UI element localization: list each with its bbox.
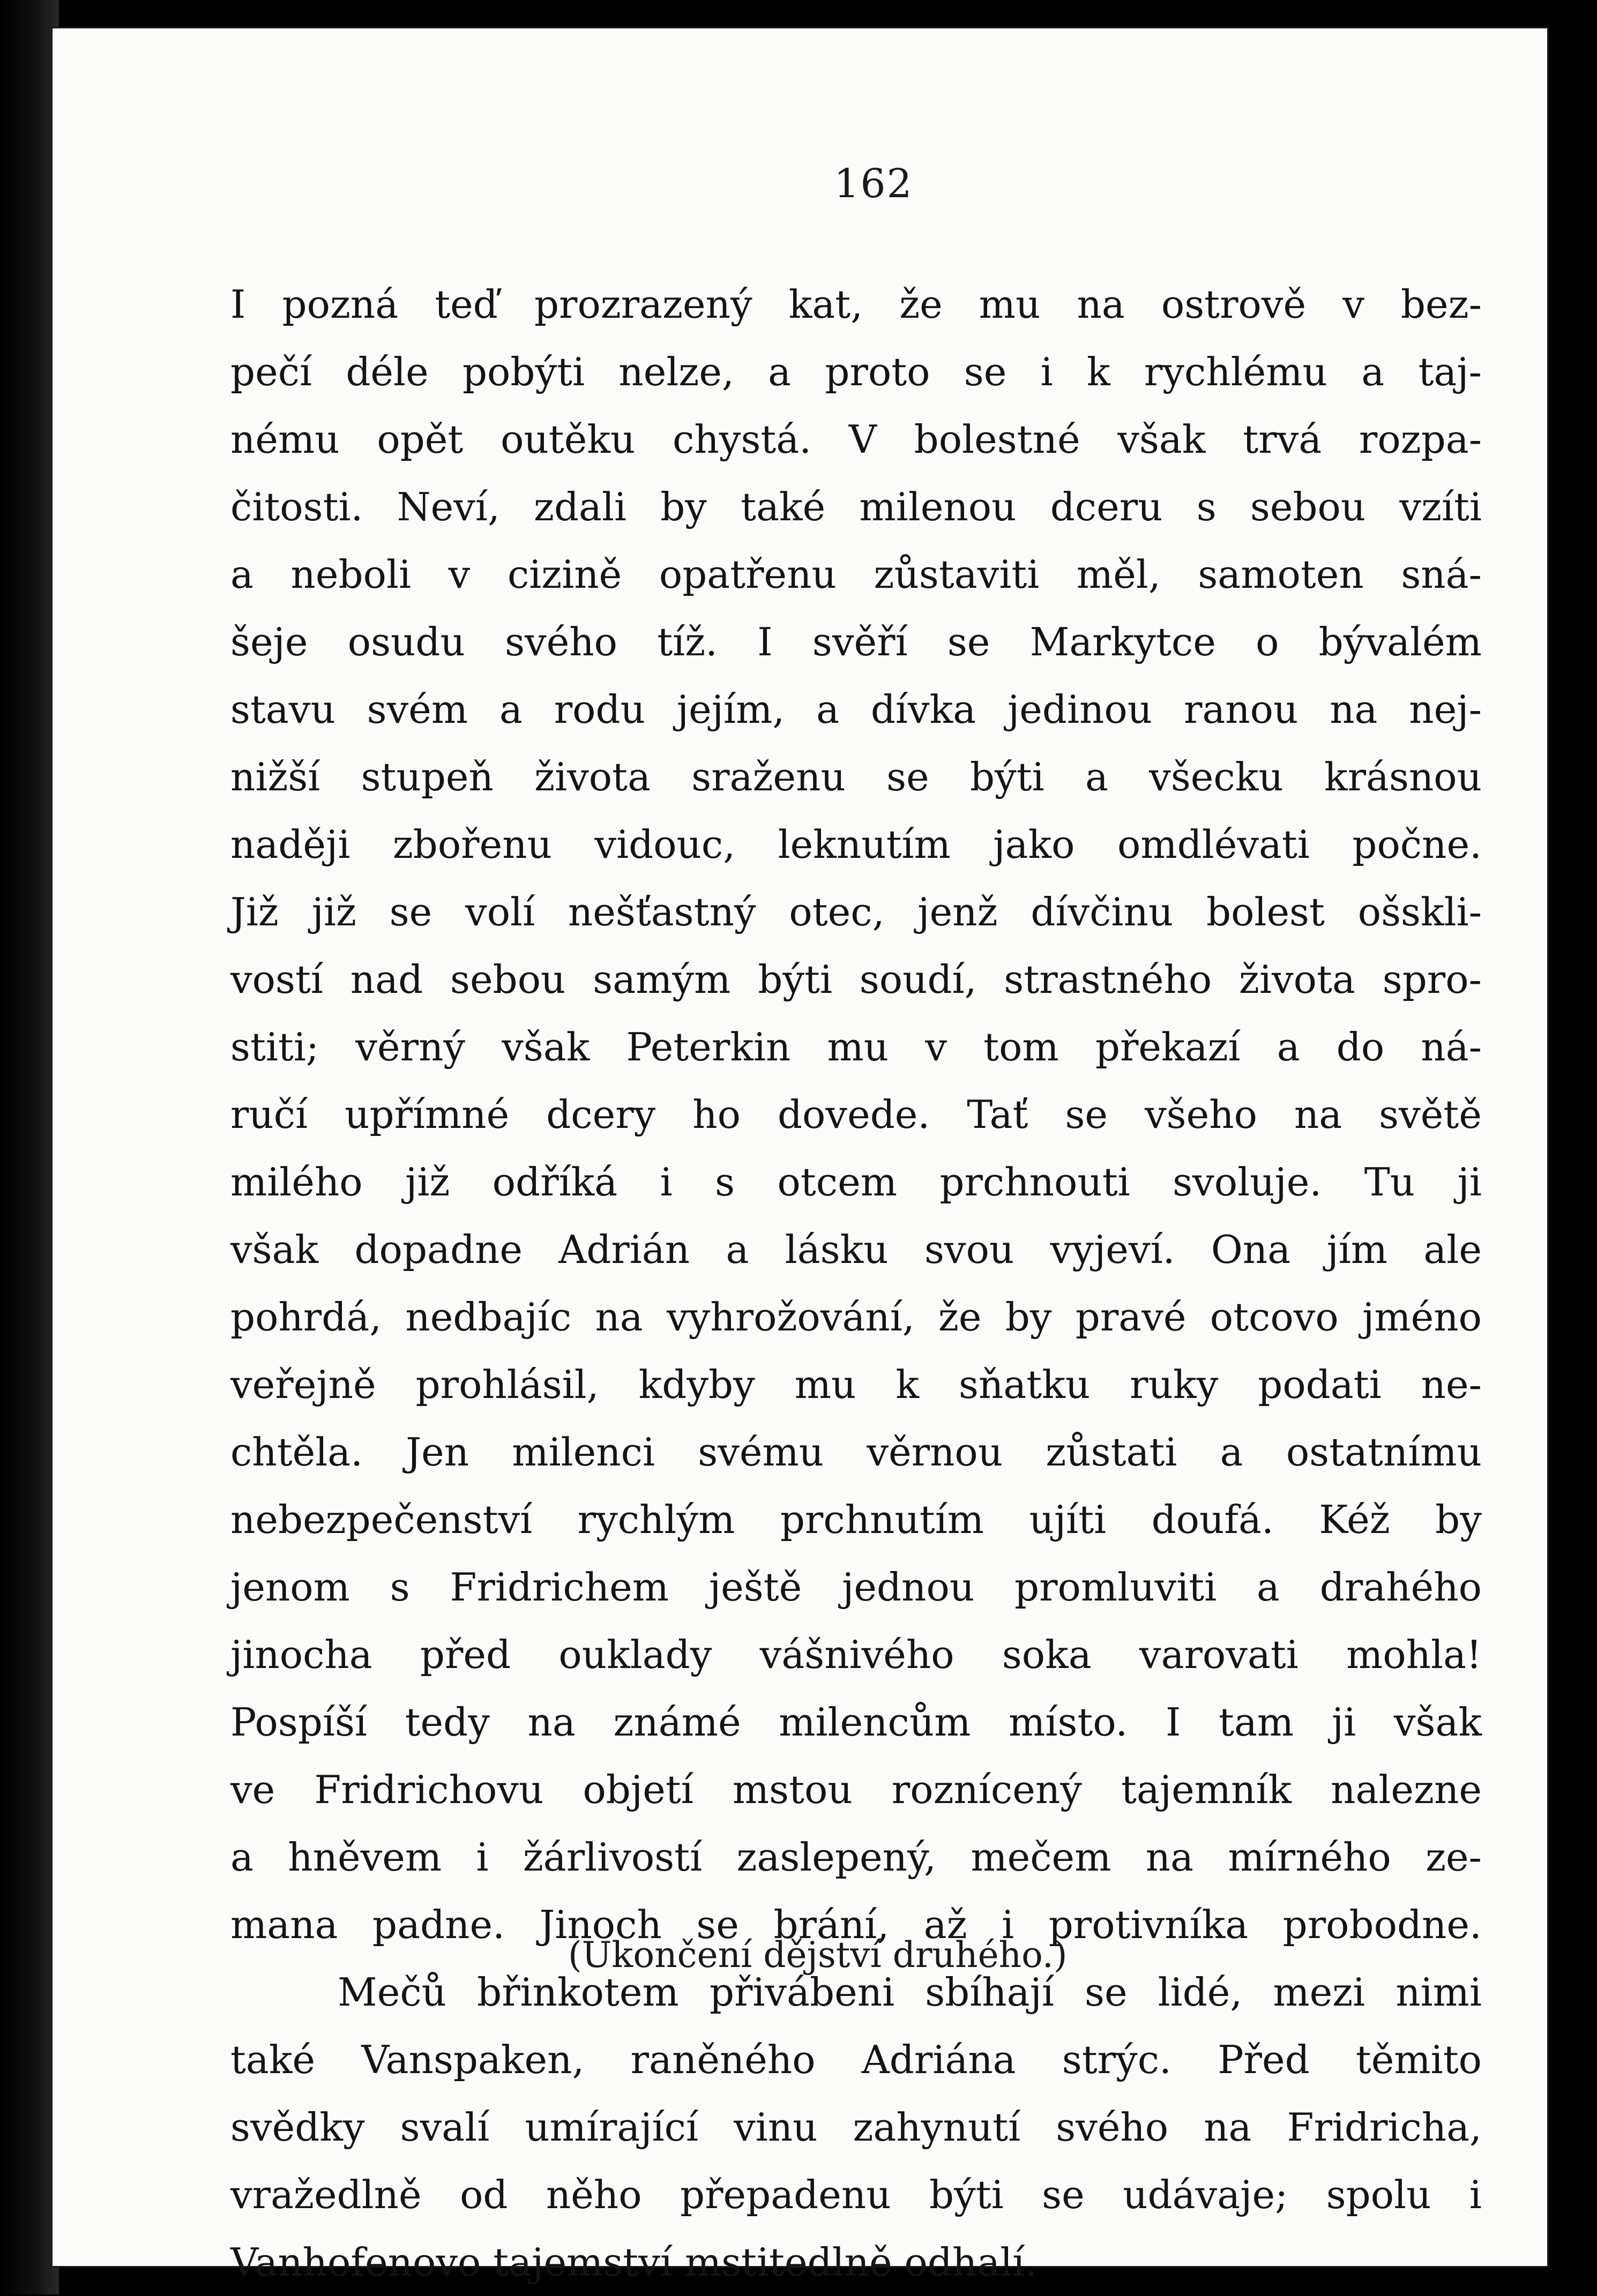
- word: ručí: [230, 1092, 308, 1137]
- word: lásku: [785, 1227, 889, 1272]
- word: bývalém: [1318, 619, 1482, 664]
- word: ranou: [1183, 687, 1299, 732]
- word: již: [311, 889, 356, 934]
- word: tíž.: [657, 619, 718, 664]
- word: Kéž: [1319, 1497, 1390, 1542]
- word: sebou: [450, 957, 566, 1002]
- word: opět: [377, 417, 464, 462]
- word: a: [1085, 754, 1108, 799]
- word: vyjeví.: [1050, 1227, 1175, 1272]
- word: tom: [983, 1024, 1059, 1070]
- word: soudí,: [859, 957, 977, 1002]
- word: svoluje.: [1173, 1160, 1322, 1205]
- word: spolu: [1326, 2172, 1431, 2217]
- word: ruky: [1130, 1362, 1219, 1407]
- word: roznícený: [891, 1767, 1082, 1812]
- word: Neví,: [397, 484, 500, 529]
- word: volí: [465, 889, 535, 934]
- word: života: [534, 754, 651, 799]
- text-line: [230, 1756, 1482, 1823]
- text-line: [230, 1216, 1482, 1283]
- word: ostatnímu: [1286, 1430, 1482, 1475]
- word: brání,: [773, 1902, 890, 1947]
- word: počne.: [1352, 822, 1482, 867]
- word: drahého: [1319, 1565, 1482, 1610]
- word: dceru: [1050, 484, 1163, 529]
- word: zahynutí: [853, 2105, 1021, 2150]
- word: v: [925, 1024, 947, 1070]
- word: Markytce: [1029, 619, 1216, 664]
- word: ná-: [1421, 1024, 1482, 1070]
- text-line: [230, 946, 1482, 1013]
- word: pobýti: [462, 349, 585, 394]
- word: jako: [993, 822, 1075, 867]
- word: dcery: [546, 1092, 656, 1137]
- word: ošskli-: [1357, 889, 1482, 934]
- word: omdlévati: [1117, 822, 1310, 867]
- word: svého: [1056, 2105, 1169, 2150]
- word: by: [660, 484, 707, 529]
- word: rodu: [554, 687, 645, 732]
- word: šeje: [230, 619, 308, 664]
- word: zbořenu: [392, 822, 552, 867]
- word: veřejně: [230, 1362, 376, 1407]
- word: podati: [1258, 1362, 1382, 1407]
- word: tam: [1219, 1700, 1294, 1745]
- text-line: [230, 1688, 1482, 1756]
- word: by: [1435, 1497, 1482, 1542]
- word: místo.: [1009, 1700, 1128, 1745]
- text-line: [230, 271, 1482, 338]
- word: upřímné: [345, 1092, 510, 1137]
- word: sebou: [1250, 484, 1366, 529]
- word: žárlivostí: [523, 1835, 703, 1880]
- word: Adriána: [861, 2037, 1016, 2082]
- word: se: [389, 889, 432, 934]
- text-line: [230, 2026, 1482, 2093]
- word: zaslepený,: [736, 1835, 936, 1880]
- word: se: [947, 619, 990, 664]
- word: věrný: [355, 1024, 466, 1070]
- word: mečem: [971, 1835, 1111, 1880]
- word: tedy: [405, 1700, 490, 1745]
- word: nelze,: [618, 349, 734, 394]
- word: na: [1294, 1092, 1342, 1137]
- word: jejím,: [676, 687, 785, 732]
- word: svému: [698, 1430, 824, 1475]
- scan-right-edge: [1546, 0, 1597, 2294]
- word: na: [1204, 2105, 1252, 2150]
- word: neboli: [290, 552, 412, 597]
- word: taj-: [1418, 349, 1482, 394]
- text-line: [230, 1148, 1482, 1216]
- word: mu: [979, 282, 1041, 327]
- word: přepadenu: [680, 2172, 891, 2217]
- word: až: [923, 1902, 967, 1947]
- word: a: [816, 687, 839, 732]
- page-number: 162: [834, 161, 913, 207]
- word: zdali: [534, 484, 627, 529]
- text-line: [230, 878, 1482, 946]
- word: svěří: [812, 619, 908, 664]
- word: raněného: [630, 2037, 816, 2082]
- word: mstou: [732, 1767, 853, 1812]
- text-line: [230, 406, 1482, 473]
- word: otcovo: [1210, 1295, 1339, 1340]
- word: býti: [758, 957, 832, 1002]
- word: na: [527, 1700, 576, 1745]
- text-line: [230, 541, 1482, 608]
- word: všeho: [1145, 1092, 1257, 1137]
- text-line: [230, 1823, 1482, 1891]
- word: a: [1220, 1430, 1243, 1475]
- word: zůstaviti: [874, 552, 1040, 597]
- word: samoten: [1198, 552, 1364, 597]
- word: na: [1077, 282, 1125, 327]
- word: na: [1145, 1835, 1194, 1880]
- word: světě: [1379, 1092, 1482, 1137]
- word: kat,: [788, 282, 863, 327]
- word: jednou: [842, 1565, 975, 1610]
- word: Adrián: [558, 1227, 690, 1272]
- word: ouklady: [558, 1632, 712, 1677]
- word: promluviti: [1014, 1565, 1217, 1610]
- word: přivábeni: [709, 1970, 895, 2015]
- word: nedbajíc: [405, 1295, 572, 1340]
- word: Fridrichovu: [314, 1767, 544, 1812]
- word: mu: [827, 1024, 889, 1070]
- word: strýc.: [1062, 2037, 1171, 2082]
- word: objetí: [583, 1767, 693, 1812]
- word: ne-: [1421, 1362, 1482, 1407]
- word: mu: [794, 1362, 856, 1407]
- word: a: [1361, 349, 1385, 394]
- word: mohla!: [1346, 1632, 1482, 1677]
- word: prohlásil,: [415, 1362, 599, 1407]
- word: a: [499, 687, 523, 732]
- word: sňatku: [959, 1362, 1091, 1407]
- word: dívka: [870, 687, 976, 732]
- word: i: [660, 1160, 673, 1205]
- word: také: [741, 484, 826, 529]
- word: vostí: [230, 957, 323, 1002]
- word: doufá.: [1151, 1497, 1274, 1542]
- word: cizině: [507, 552, 622, 597]
- word: ze-: [1426, 1835, 1482, 1880]
- word: teď: [435, 282, 498, 327]
- word: chystá.: [673, 417, 812, 462]
- word: měl,: [1076, 552, 1161, 597]
- word: že: [899, 282, 943, 327]
- text-line: [230, 811, 1482, 878]
- word: věrnou: [867, 1430, 1003, 1475]
- word: Vanspaken,: [361, 2037, 585, 2082]
- text-line: [230, 1013, 1482, 1081]
- word: na: [595, 1295, 643, 1340]
- word: se: [1085, 1970, 1128, 2015]
- text-line: [230, 1283, 1482, 1351]
- word: odříká: [492, 1160, 618, 1205]
- word: Ona: [1211, 1227, 1291, 1272]
- text-line: [230, 1351, 1482, 1418]
- word: bolestné: [914, 417, 1080, 462]
- word: vášnivého: [759, 1632, 954, 1677]
- word: a: [230, 552, 253, 597]
- word: Tu: [1364, 1160, 1415, 1205]
- word: probodne.: [1282, 1902, 1482, 1947]
- text-line: [230, 1418, 1482, 1486]
- word: s: [715, 1160, 735, 1205]
- text-line: [230, 743, 1482, 811]
- word: a: [726, 1227, 749, 1272]
- word: nimi: [1395, 1970, 1482, 2015]
- word: bez-: [1400, 282, 1482, 327]
- word: mezi: [1273, 1970, 1365, 2015]
- word: býti: [929, 2172, 1004, 2217]
- word: rychlému: [1144, 349, 1327, 394]
- word: i: [1002, 1902, 1014, 1947]
- word: rozpa-: [1359, 417, 1482, 462]
- word: a: [1257, 1565, 1280, 1610]
- word: jenom: [230, 1565, 350, 1610]
- word: sná-: [1401, 552, 1482, 597]
- word: stupeň: [361, 754, 494, 799]
- word: dívčinu: [1031, 889, 1174, 934]
- word: samým: [593, 957, 731, 1002]
- word: Fridrichem: [450, 1565, 669, 1610]
- word: dopadne: [354, 1227, 523, 1272]
- word: v: [448, 552, 471, 597]
- word: sraženu: [691, 754, 846, 799]
- word: kdyby: [638, 1362, 755, 1407]
- word: a: [1277, 1024, 1300, 1070]
- word: strastného: [1004, 957, 1212, 1002]
- word: jinocha: [230, 1632, 372, 1677]
- word: s: [1196, 484, 1217, 529]
- word: ostrově: [1161, 282, 1307, 327]
- act-ending-note: (Ukončení dějství druhého.): [568, 1934, 1068, 1976]
- word: Již: [230, 889, 279, 934]
- word: se: [1042, 2172, 1085, 2217]
- word: však: [1117, 417, 1206, 462]
- word: chtěla.: [230, 1430, 363, 1475]
- word: outěku: [501, 417, 636, 462]
- word: nalezne: [1331, 1767, 1482, 1812]
- word: vidouc,: [594, 822, 736, 867]
- word: prchnutím: [780, 1497, 984, 1542]
- word: otec,: [789, 889, 885, 934]
- word: stiti;: [230, 1024, 319, 1070]
- word: by: [1005, 1295, 1052, 1340]
- word: krásnou: [1324, 754, 1482, 799]
- word: svou: [924, 1227, 1014, 1272]
- word: spro-: [1382, 957, 1482, 1002]
- word: naději: [230, 822, 350, 867]
- word: Pospíší: [230, 1700, 367, 1745]
- word: I: [230, 282, 246, 327]
- word: se: [886, 754, 929, 799]
- word: trvá: [1243, 417, 1322, 462]
- text-line-paragraph-end: Vanhofenovo tajemství mstitedlně odhalí.: [230, 2240, 1038, 2285]
- word: dovede.: [777, 1092, 930, 1137]
- word: se: [696, 1902, 739, 1947]
- word: o: [1256, 619, 1279, 664]
- scan-left-edge: [0, 0, 59, 2294]
- word: mana: [230, 1902, 338, 1947]
- text-line: [230, 1081, 1482, 1148]
- word: něho: [546, 2172, 642, 2217]
- word: nému: [230, 417, 340, 462]
- word: varovati: [1139, 1632, 1299, 1677]
- word: pravé: [1075, 1295, 1186, 1340]
- word: svědky: [230, 2105, 365, 2150]
- word: Mečů: [338, 1970, 447, 2015]
- word: otcem: [777, 1160, 897, 1205]
- word: od: [460, 2172, 508, 2217]
- text-line: [230, 1553, 1482, 1621]
- word: hněvem: [288, 1835, 442, 1880]
- word: pozná: [282, 282, 399, 327]
- text-line: [230, 2093, 1482, 2161]
- word: jméno: [1362, 1295, 1482, 1340]
- word: ujíti: [1029, 1497, 1107, 1542]
- word: opatřenu: [659, 552, 837, 597]
- word: pečí: [230, 349, 312, 394]
- word: leknutím: [778, 822, 951, 867]
- word: ale: [1423, 1227, 1482, 1272]
- word: vzíti: [1399, 484, 1482, 529]
- word: že: [938, 1295, 982, 1340]
- word: i: [476, 1835, 489, 1880]
- word: se: [1065, 1092, 1108, 1137]
- word: vinu: [734, 2105, 818, 2150]
- word: na: [1330, 687, 1378, 732]
- word: Jen: [406, 1430, 469, 1475]
- word: déle: [346, 349, 429, 394]
- word: života: [1239, 957, 1355, 1002]
- word: nad: [350, 957, 423, 1002]
- word: bolest: [1206, 889, 1325, 934]
- word: břinkotem: [477, 1970, 679, 2015]
- word: I: [757, 619, 773, 664]
- word: pohrdá,: [230, 1295, 382, 1340]
- word: však: [502, 1024, 590, 1070]
- word: milenou: [859, 484, 1017, 529]
- word: prozrazený: [534, 282, 752, 327]
- word: svalí: [400, 2105, 490, 2150]
- text-line: [230, 338, 1482, 406]
- word: milenci: [512, 1430, 655, 1475]
- word: býti: [969, 754, 1044, 799]
- word: jenž: [917, 889, 998, 934]
- word: nižší: [230, 754, 320, 799]
- word: však: [1393, 1700, 1482, 1745]
- word: Před: [1218, 2037, 1310, 2082]
- word: stavu: [230, 687, 335, 732]
- word: sbíhají: [925, 1970, 1054, 2015]
- text-line: [230, 473, 1482, 541]
- text-line: [230, 676, 1482, 743]
- word: Peterkin: [626, 1024, 791, 1070]
- word: svého: [505, 619, 618, 664]
- word: tajemník: [1121, 1767, 1292, 1812]
- word: Tať: [967, 1092, 1028, 1137]
- word: protivníka: [1048, 1902, 1249, 1947]
- word: čitosti.: [230, 484, 363, 529]
- word: k: [1086, 349, 1110, 394]
- word: mírného: [1228, 1835, 1391, 1880]
- word: ještě: [708, 1565, 802, 1610]
- word: milého: [230, 1160, 363, 1205]
- word: také: [230, 2037, 316, 2082]
- word: nej-: [1409, 687, 1482, 732]
- word: však: [230, 1227, 319, 1272]
- word: známé: [613, 1700, 741, 1745]
- word: milencům: [779, 1700, 971, 1745]
- word: překazí: [1095, 1024, 1241, 1070]
- word: udávaje;: [1123, 2172, 1288, 2217]
- word: a: [768, 349, 792, 394]
- word: ho: [692, 1092, 741, 1137]
- word: soka: [1002, 1632, 1092, 1677]
- word: prchnouti: [939, 1160, 1130, 1205]
- word: V: [848, 417, 877, 462]
- word: s: [390, 1565, 410, 1610]
- word: nešťastný: [568, 889, 756, 934]
- word: k: [895, 1362, 920, 1407]
- word: vyhrožování,: [667, 1295, 915, 1340]
- word: lidé,: [1158, 1970, 1243, 2015]
- word: Fridricha,: [1287, 2105, 1482, 2150]
- word: i: [1469, 2172, 1482, 2217]
- word: do: [1336, 1024, 1385, 1070]
- text-line: [230, 2161, 1482, 2228]
- word: umírající: [525, 2105, 699, 2150]
- word: padne.: [372, 1902, 505, 1947]
- text-line: [230, 1486, 1482, 1553]
- word: jím: [1326, 1227, 1388, 1272]
- word: osudu: [347, 619, 465, 664]
- word: vražedlně: [230, 2172, 422, 2217]
- word: I: [1165, 1700, 1181, 1745]
- word: všecku: [1149, 754, 1283, 799]
- text-line: [230, 1621, 1482, 1688]
- word: nebezpečenství: [230, 1497, 533, 1542]
- word: ve: [230, 1767, 275, 1812]
- word: těmito: [1355, 2037, 1482, 2082]
- word: rychlým: [577, 1497, 735, 1542]
- word: proto: [825, 349, 930, 394]
- word: již: [405, 1160, 450, 1205]
- word: ji: [1457, 1160, 1482, 1205]
- word: zůstati: [1046, 1430, 1177, 1475]
- body-text: [230, 271, 1482, 2296]
- word: se: [964, 349, 1007, 394]
- word: jedinou: [1007, 687, 1153, 732]
- word: svém: [367, 687, 468, 732]
- word: i: [1040, 349, 1053, 394]
- word: před: [420, 1632, 511, 1677]
- word: a: [230, 1835, 253, 1880]
- word: Jinoch: [539, 1902, 662, 1947]
- text-line: [230, 608, 1482, 676]
- word: ji: [1331, 1700, 1356, 1745]
- word: v: [1342, 282, 1364, 327]
